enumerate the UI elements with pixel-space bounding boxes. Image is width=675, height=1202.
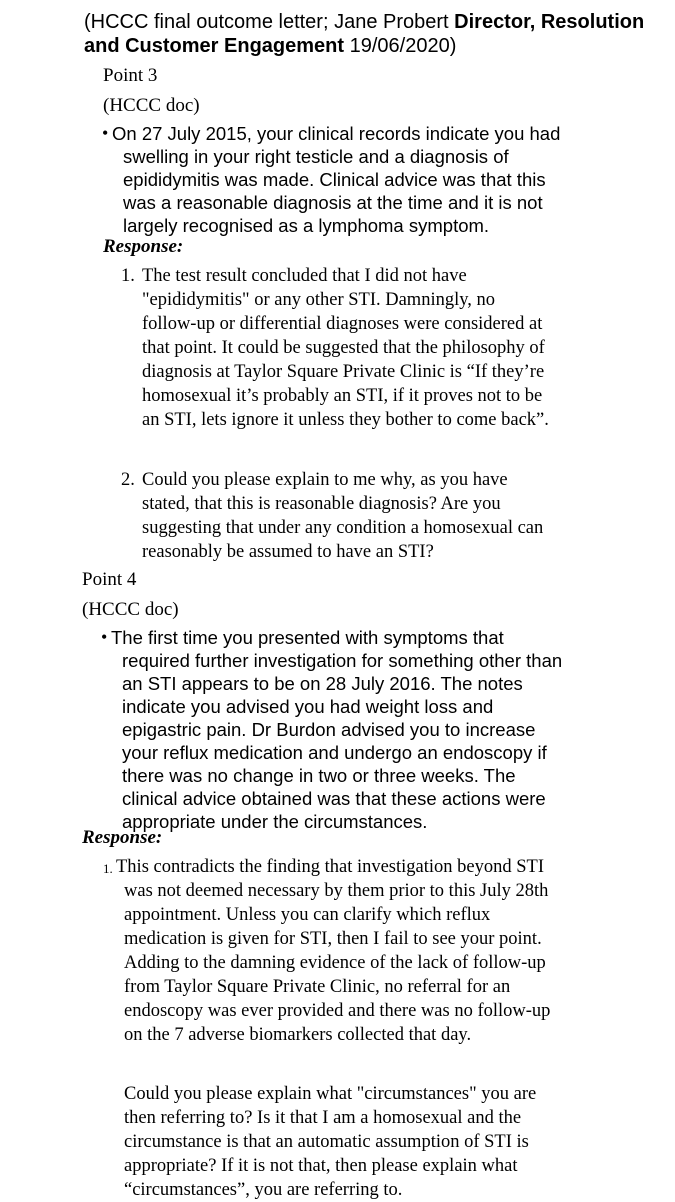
item-line: This contradicts the finding that investigation beyond STI — [116, 857, 544, 877]
followup-line: “circumstances”, you are referring to. — [124, 1180, 403, 1200]
bullet-line: epigastric pain. Dr Burdon advised you to increase — [122, 719, 536, 740]
bullet-line: On 27 July 2015, your clinical records indicate you had — [112, 123, 561, 144]
point-3-item-1-number: 1. — [121, 266, 135, 286]
item-line: suggesting that under any condition a homosexual can — [142, 518, 544, 538]
item-line: stated, that this is reasonable diagnosis? Are you — [142, 494, 501, 514]
bullet-line: there was no change in two or three weeks. The — [122, 765, 516, 786]
item-line: that point. It could be suggested that the philosophy of — [142, 338, 545, 358]
point-3-response-label: Response: — [103, 236, 184, 257]
bullet-line: appropriate under the circumstances. — [122, 811, 428, 832]
followup-line: then referring to? Is it that I am a homosexual and the — [124, 1108, 522, 1128]
point-3-item-2-text — [142, 468, 543, 564]
point-4-response-label: Response: — [82, 827, 163, 848]
header-bold-title: Director, Resolution and Customer Engagement — [84, 11, 645, 57]
item-line: "epididymitis" or any other STI. Damningly, no — [142, 290, 496, 310]
point-4-bullet-marker: • — [101, 627, 108, 647]
header-prefix: (HCCC final outcome letter; Jane Probert — [84, 11, 455, 33]
followup-line: circumstance is that an automatic assumption of STI is — [124, 1132, 529, 1152]
item-line: an STI, lets ignore it unless they bother to come back”. — [142, 410, 549, 430]
item-line: The test result concluded that I did not have — [142, 266, 467, 286]
item-line: Adding to the damning evidence of the lack of follow-up — [124, 953, 546, 973]
bullet-line: clinical advice obtained was that these actions were — [122, 788, 546, 809]
document-header — [84, 10, 659, 58]
point-3-item-1-text — [142, 264, 549, 432]
bullet-line: an STI appears to be on 28 July 2016. The notes — [122, 673, 523, 694]
item-line: appointment. Unless you can clarify which reflux — [124, 905, 491, 925]
bullet-line: required further investigation for something other than — [122, 650, 563, 671]
bullet-line: largely recognised as a lymphoma symptom. — [123, 215, 490, 236]
followup-line: appropriate? If it is not that, then please explain what — [124, 1156, 518, 1176]
item-line: medication is given for STI, then I fail to see your point. — [124, 929, 542, 949]
followup-line: Could you please explain what "circumstances" you are — [124, 1084, 537, 1104]
point-4-label: Point 4 — [82, 569, 137, 590]
item-line: follow-up or differential diagnoses were considered at — [142, 314, 543, 334]
point-3-bullet-marker: • — [102, 123, 109, 143]
bullet-line: The first time you presented with symptoms that — [111, 627, 504, 648]
point-4-bullet-text — [111, 626, 562, 833]
point-3-doc-label: (HCCC doc) — [103, 95, 200, 116]
item-line: reasonably be assumed to have an STI? — [142, 542, 434, 562]
header-suffix: 19/06/2020) — [344, 35, 457, 57]
item-line: homosexual it’s probably an STI, if it proves not to be — [142, 386, 543, 406]
bullet-line: your reflux medication and undergo an endoscopy if — [122, 742, 547, 763]
point-4-item-1-text — [116, 855, 550, 1047]
point-4-doc-label: (HCCC doc) — [82, 599, 179, 620]
item-line: diagnosis at Taylor Square Private Clinic is “If they’re — [142, 362, 545, 382]
bullet-line: was a reasonable diagnosis at the time and it is not — [123, 192, 543, 213]
item-line: on the 7 adverse biomarkers collected that day. — [124, 1025, 472, 1045]
point-3-bullet-text — [112, 122, 560, 237]
bullet-line: epididymitis was made. Clinical advice was that this — [123, 169, 546, 190]
item-line: from Taylor Square Private Clinic, no referral for an — [124, 977, 511, 997]
point-4-item-1-number: 1. — [103, 861, 113, 876]
point-4-followup-question — [124, 1082, 536, 1202]
item-line: Could you please explain to me why, as you have — [142, 470, 508, 490]
bullet-line: swelling in your right testicle and a diagnosis of — [123, 146, 509, 167]
point-3-item-2-number: 2. — [121, 470, 135, 490]
item-line: endoscopy was ever provided and there was no follow-up — [124, 1001, 551, 1021]
item-line: was not deemed necessary by them prior to this July 28th — [124, 881, 549, 901]
point-3-label: Point 3 — [103, 65, 158, 86]
bullet-line: indicate you advised you had weight loss and — [122, 696, 494, 717]
